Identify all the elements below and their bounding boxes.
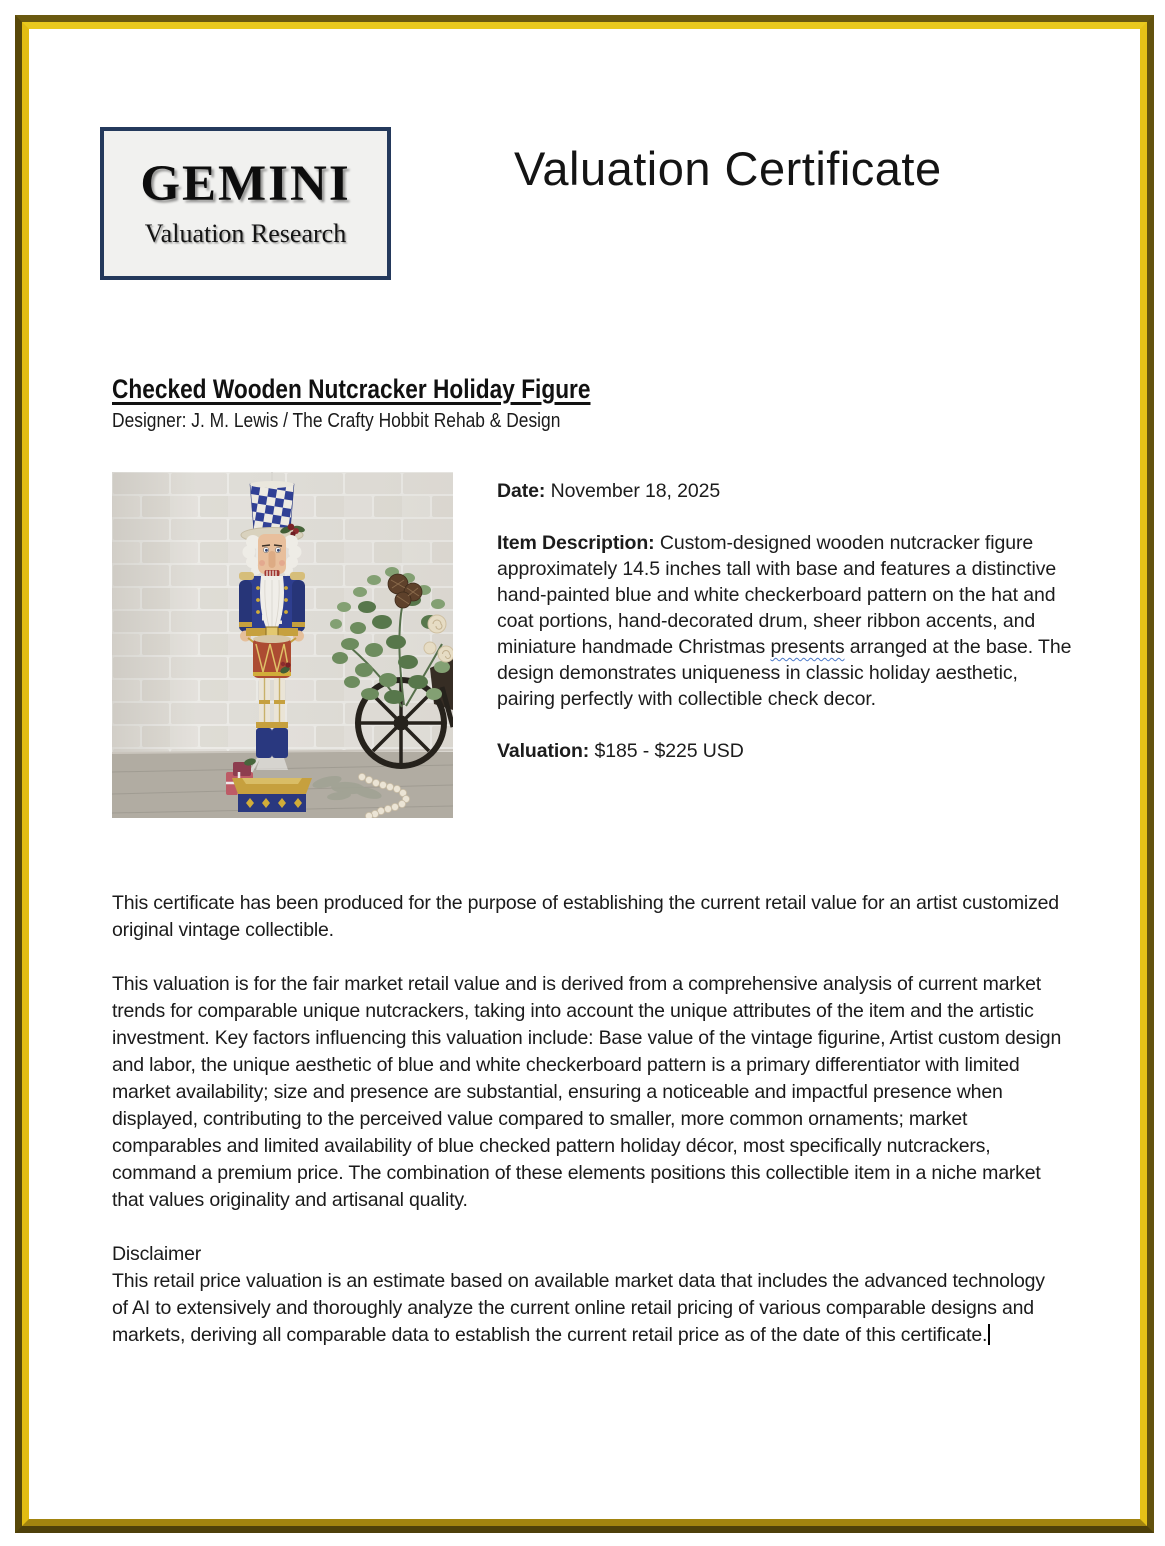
item-description-label: Item Description: — [497, 532, 655, 554]
item-description[interactable] — [497, 530, 1079, 712]
item-designer[interactable]: Designer: J. M. Lewis / The Crafty Hobbit Rehab & Design — [112, 410, 561, 432]
item-description-text-post: arranged at the base. The design demonstrates uniqueness in classic holiday aesthetic, pairing perfectly with collectible check decor. — [497, 636, 1072, 710]
company-logo-subtitle: Valuation Research — [144, 219, 347, 249]
spellcheck-flagged-word[interactable]: presents — [770, 636, 845, 658]
date-line[interactable] — [497, 478, 1079, 504]
nutcracker-photo-art — [112, 472, 453, 818]
document-title: Valuation Certificate — [514, 142, 942, 195]
text-cursor — [988, 1324, 990, 1345]
date-value: November 18, 2025 — [545, 480, 721, 502]
blank-line — [497, 504, 1079, 530]
item-details[interactable] — [497, 478, 1079, 764]
purpose-paragraph[interactable]: This certificate has been produced for the purpose of establishing the current retail value for an artist customized original vintage collectible. — [112, 892, 1059, 941]
company-logo[interactable] — [100, 127, 391, 280]
disclaimer-text: This retail price valuation is an estimate based on available market data that includes the advanced technology of AI to extensively and thoroughly analyze the current online retail pricing of various comparable designs and markets, deriving all comparable data to establish the current retail price as of the date of this certificate. — [112, 1270, 1045, 1346]
valuation-value: $185 - $225 USD — [589, 740, 744, 762]
company-logo-name: GEMINI — [140, 155, 351, 212]
valuation-analysis-paragraph[interactable]: This valuation is for the fair market retail value and is derived from a comprehensive analysis of current market trends for comparable unique nutcrackers, taking into account the unique attributes of the item and the artistic investment. Key factors influencing this valuation include: Base value of the vintage figurine, Artist custom design and labor, the unique aesthetic of blue and white checkerboard pattern is a primary differentiator with limited market availability; size and presence are substantial, ensuring a noticeable and impactful presence when displayed, contributing to the perceived value compared to smaller, more common ornaments; market comparables and limited availability of blue checked pattern holiday décor, most specifically nutcrackers, command a premium price. The combination of these elements positions this collectible item in a niche market that values originality and artisanal quality. — [112, 973, 1062, 1211]
item-description-text-pre: Custom-designed wooden nutcracker figure approximately 14.5 inches tall with base and features a distinctive hand-painted blue and white checkerboard pattern on the hat and coat portions, hand-decorated drum, sheer ribbon accents, and miniature handmade Christmas — [497, 532, 1057, 658]
item-title[interactable]: Checked Wooden Nutcracker Holiday Figure — [112, 374, 591, 404]
date-label: Date: — [497, 480, 546, 502]
disclaimer-heading[interactable]: Disclaimer — [112, 1243, 202, 1265]
blank-line — [497, 712, 1079, 738]
valuation-line[interactable] — [497, 738, 1079, 764]
certificate-body[interactable] — [112, 890, 1064, 1349]
nutcracker-photo[interactable] — [112, 472, 453, 818]
valuation-label: Valuation: — [497, 740, 590, 762]
disclaimer-paragraph[interactable] — [112, 1268, 1064, 1349]
